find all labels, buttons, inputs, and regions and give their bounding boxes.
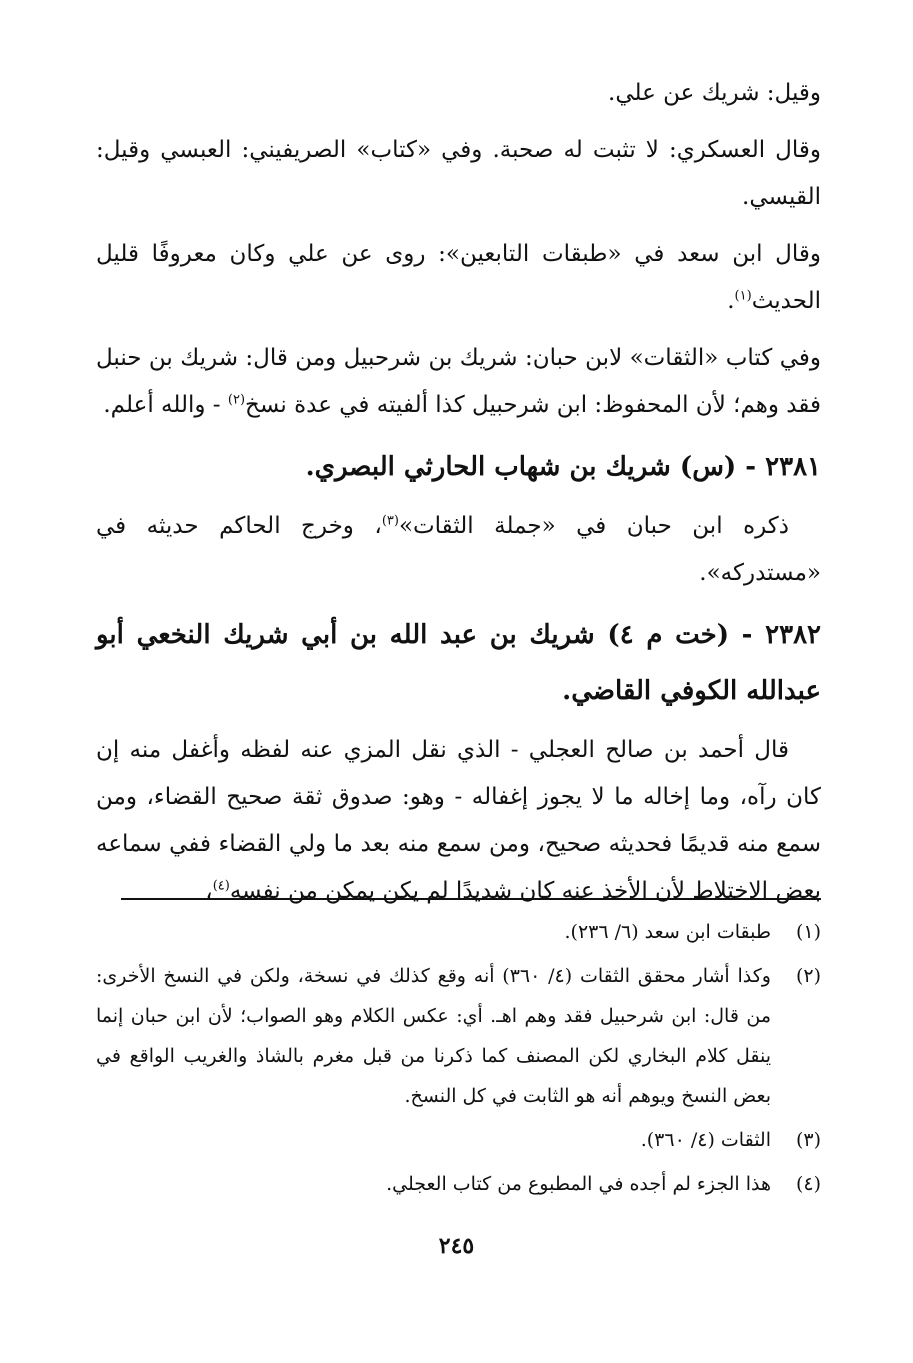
footnote-marker: (٢) [227, 392, 246, 408]
main-text [96, 70, 821, 925]
footnote-marker: (١) [734, 288, 752, 304]
paragraph-text: . [727, 288, 735, 314]
paragraph-text: وقيل: شريك عن علي. [608, 80, 821, 106]
paragraph [96, 335, 821, 429]
footnote-text: طبقات ابن سعد (٦/ ٢٣٦). [564, 921, 771, 943]
paragraph [96, 231, 821, 325]
footnote-number: (١) [795, 921, 821, 943]
footnotes [96, 912, 821, 1208]
footnote [96, 956, 821, 1116]
footnote-text: هذا الجزء لم أجده في المطبوع من كتاب العجلي. [386, 1173, 771, 1195]
paragraph [96, 127, 821, 221]
paragraph-text: قال أحمد بن صالح العجلي - الذي نقل المزي عنه لفظه وأغفل منه إن كان رآه، وما إخاله ما لا يجوز إغفاله - وهو: صدوق ثقة صحيح القضاء، ومن سمع منه قديمًا فحديثه صحيح، ومن سمع منه بعد ما ولي القضاء ففي سماعه بعض الاختلاط لأن الأخذ عنه كان شديدًا لم يكن يمكن من نفسه [96, 737, 821, 904]
paragraph-text: وقال ابن سعد في «طبقات التابعين»: روى عن علي وكان معروفًا قليل الحديث [96, 241, 821, 314]
footnote-marker: (٣) [381, 513, 399, 529]
footnote-number: (٢) [795, 965, 821, 987]
entry-heading-2382: ٢٣٨٢ - (خت م ٤) شريك بن عبد الله بن أبي شريك النخعي أبو عبدالله الكوفي القاضي. [96, 620, 822, 706]
footnote-divider [121, 898, 821, 900]
footnote [96, 912, 821, 952]
page-number: ٢٤٥ [438, 1233, 475, 1259]
paragraph-text: ذكره ابن حبان في «جملة الثقات» [398, 513, 789, 539]
footnote [96, 1120, 821, 1160]
paragraph-text: ، وخرج الحاكم حديثه في «مستدركه». [96, 513, 821, 586]
footnote-text: الثقات (٤/ ٣٦٠). [640, 1129, 771, 1151]
paragraph-text: وفي كتاب «الثقات» لابن حبان: شريك بن شرحبيل ومن قال: شريك بن حنبل فقد وهم؛ لأن المحفوظ: ابن شرحبيل كذا ألفيته في عدة نسخ [96, 345, 821, 418]
entry-heading-2381: ٢٣٨١ - (س) شريك بن شهاب الحارثي البصري. [305, 452, 821, 482]
paragraph-text: ، [205, 878, 213, 904]
footnote-marker: (٤) [212, 878, 230, 894]
footnote-text: وكذا أشار محقق الثقات (٤/ ٣٦٠) أنه وقع كذلك في نسخة، ولكن في النسخ الأخرى: من قال: ابن شرحبيل فقد وهم اهـ. أي: عكس الكلام وهو الصواب؛ لأن ابن حبان إنما ينقل كلام البخاري لكن المصنف كما ذكرنا من قبل مغرم بالشاذ والغريب الواقع في بعض النسخ ويوهم أنه هو الثابت في كل النسخ. [96, 965, 771, 1107]
paragraph [96, 70, 821, 117]
entry-body-2381 [96, 503, 821, 597]
footnote-number: (٣) [795, 1129, 821, 1151]
footnote-number: (٤) [795, 1173, 821, 1195]
footnote [96, 1164, 821, 1204]
paragraph-text: - والله أعلم. [103, 392, 228, 418]
entry-body-2382 [96, 727, 821, 915]
paragraph-text: وقال العسكري: لا تثبت له صحبة. وفي «كتاب» الصريفيني: العبسي وقيل: القيسي. [96, 137, 821, 210]
